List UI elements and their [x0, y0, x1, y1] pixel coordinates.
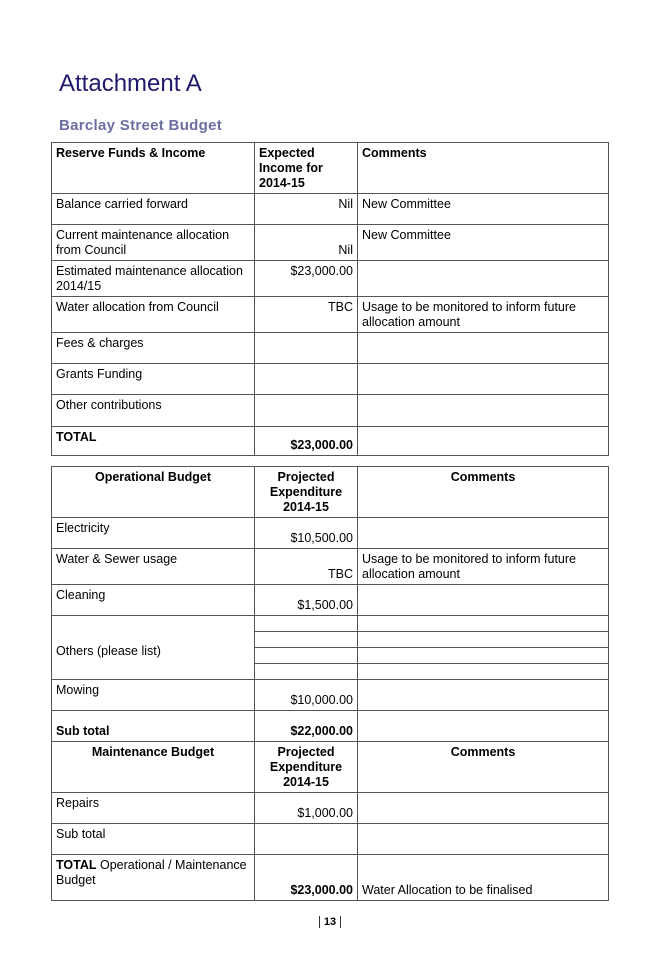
- row-amount: [255, 664, 358, 680]
- table-row: [52, 549, 609, 585]
- row-amount: [255, 648, 358, 664]
- row-comment: New Committee: [358, 225, 609, 261]
- page-number-value: 13: [319, 916, 341, 928]
- row-comment: [358, 616, 609, 632]
- table-subtotal-row: [52, 711, 609, 742]
- table-header-row: [52, 742, 609, 793]
- table-row: [52, 194, 609, 225]
- table-row: [52, 333, 609, 364]
- row-comment: [358, 333, 609, 364]
- header-cell: Expected Income for 2014-15: [255, 143, 358, 194]
- row-comment: [358, 364, 609, 395]
- total-amount: $23,000.00: [255, 855, 358, 901]
- row-amount: $1,000.00: [255, 793, 358, 824]
- table-row: [52, 395, 609, 427]
- row-comment: [358, 632, 609, 648]
- row-comment: [358, 395, 609, 427]
- header-cell: Comments: [358, 742, 609, 793]
- row-comment: [358, 824, 609, 855]
- expenditure-table: [51, 466, 609, 901]
- page-title: Attachment A: [59, 70, 202, 97]
- row-amount: $10,000.00: [255, 680, 358, 711]
- subtotal-label: Sub total: [52, 711, 255, 742]
- row-label: Water & Sewer usage: [52, 549, 255, 585]
- page-number: [0, 916, 660, 928]
- table-row: [52, 793, 609, 824]
- income-table: [51, 142, 609, 456]
- table-row: [52, 225, 609, 261]
- row-label: Others (please list): [52, 616, 255, 680]
- table-row: [52, 261, 609, 297]
- row-comment: [358, 518, 609, 549]
- row-comment: [358, 793, 609, 824]
- table-row: [52, 585, 609, 616]
- row-label: Estimated maintenance allocation 2014/15: [52, 261, 255, 297]
- row-label: Repairs: [52, 793, 255, 824]
- total-label-rest: Operational / Maintenance Budget: [56, 858, 247, 887]
- total-label-bold: TOTAL: [56, 858, 97, 872]
- header-cell: Projected Expenditure 2014-15: [255, 467, 358, 518]
- row-amount: [255, 333, 358, 364]
- total-label: TOTAL: [52, 427, 255, 456]
- table-row: [52, 518, 609, 549]
- row-label: Electricity: [52, 518, 255, 549]
- header-cell: Reserve Funds & Income: [52, 143, 255, 194]
- row-amount: [255, 616, 358, 632]
- row-label: Balance carried forward: [52, 194, 255, 225]
- row-comment: [358, 664, 609, 680]
- row-comment: New Committee: [358, 194, 609, 225]
- table-header-row: [52, 467, 609, 518]
- row-amount: $23,000.00: [255, 261, 358, 297]
- row-comment: [358, 585, 609, 616]
- subtotal-amount: $22,000.00: [255, 711, 358, 742]
- row-label: Current maintenance allocation from Council: [52, 225, 255, 261]
- row-amount: Nil: [255, 194, 358, 225]
- row-label: Cleaning: [52, 585, 255, 616]
- row-label: Water allocation from Council: [52, 297, 255, 333]
- row-comment: Usage to be monitored to inform future allocation amount: [358, 549, 609, 585]
- table-row: [52, 616, 609, 632]
- table-total-row: [52, 855, 609, 901]
- row-amount: TBC: [255, 297, 358, 333]
- header-cell: Projected Expenditure 2014-15: [255, 742, 358, 793]
- total-label: [52, 855, 255, 901]
- row-label: Fees & charges: [52, 333, 255, 364]
- table-row: [52, 364, 609, 395]
- row-amount: TBC: [255, 549, 358, 585]
- row-label: Sub total: [52, 824, 255, 855]
- row-amount: $1,500.00: [255, 585, 358, 616]
- header-cell: Comments: [358, 143, 609, 194]
- total-comment: Water Allocation to be finalised: [358, 855, 609, 901]
- table-row: [52, 297, 609, 333]
- row-comment: [358, 261, 609, 297]
- header-cell: Comments: [358, 467, 609, 518]
- table-row: [52, 680, 609, 711]
- budget-subtitle: Barclay Street Budget: [59, 117, 223, 134]
- row-label: Mowing: [52, 680, 255, 711]
- row-comment: Usage to be monitored to inform future allocation amount: [358, 297, 609, 333]
- header-cell: Operational Budget: [52, 467, 255, 518]
- row-amount: Nil: [255, 225, 358, 261]
- row-comment: [358, 711, 609, 742]
- row-label: Grants Funding: [52, 364, 255, 395]
- row-amount: [255, 824, 358, 855]
- row-label: Other contributions: [52, 395, 255, 427]
- total-amount: $23,000.00: [255, 427, 358, 456]
- row-amount: [255, 632, 358, 648]
- row-amount: [255, 395, 358, 427]
- row-comment: [358, 680, 609, 711]
- header-cell: Maintenance Budget: [52, 742, 255, 793]
- table-header-row: [52, 143, 609, 194]
- row-amount: [255, 364, 358, 395]
- table-row: [52, 824, 609, 855]
- row-comment: [358, 427, 609, 456]
- row-comment: [358, 648, 609, 664]
- table-total-row: [52, 427, 609, 456]
- row-amount: $10,500.00: [255, 518, 358, 549]
